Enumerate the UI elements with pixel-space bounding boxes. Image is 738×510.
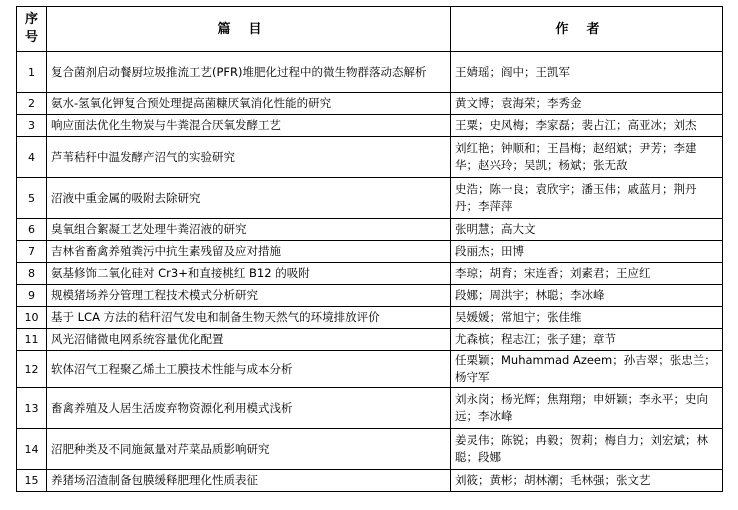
row-seq: 13 [17, 388, 47, 429]
row-author: 刘永岗；杨光辉；焦翔翔；申妍颖；李永平；史向远；李冰峰 [451, 388, 723, 429]
table-row [17, 115, 723, 137]
table-header-row [17, 7, 723, 52]
row-author: 黄文博；袁海荣；李秀金 [451, 93, 723, 115]
table-row [17, 93, 723, 115]
row-seq: 2 [17, 93, 47, 115]
row-title: 氨基修饰二氧化硅对 Cr3+和直接桃红 B12 的吸附 [47, 263, 451, 285]
row-author: 段娜；周洪宇；林聪；李冰峰 [451, 285, 723, 307]
row-seq: 3 [17, 115, 47, 137]
row-seq: 7 [17, 241, 47, 263]
row-seq: 12 [17, 351, 47, 388]
row-author: 王粟；史风梅；李家磊；裴占江；高亚冰；刘杰 [451, 115, 723, 137]
row-title: 吉林省畜禽养殖粪污中抗生素残留及应对措施 [47, 241, 451, 263]
table-row [17, 285, 723, 307]
header-author: 作者 [451, 7, 723, 52]
table-row [17, 329, 723, 351]
row-author: 姜灵伟；陈锐；冉毅；贺莉；梅自力；刘宏斌；林聪；段娜 [451, 429, 723, 470]
row-seq: 14 [17, 429, 47, 470]
header-seq-line2: 号 [24, 30, 38, 45]
row-title: 畜禽养殖及人居生活废弃物资源化利用模式浅析 [47, 388, 451, 429]
catalog-table [16, 6, 723, 492]
table-row [17, 388, 723, 429]
row-author: 尤森槟；程志江；张子建；章节 [451, 329, 723, 351]
row-title: 基于 LCA 方法的秸秆沼气发电和制备生物天然气的环境排放评价 [47, 307, 451, 329]
row-title: 芦苇秸秆中温发酵产沼气的实验研究 [47, 137, 451, 178]
row-author: 吴媛媛；常旭宁；张佳维 [451, 307, 723, 329]
header-seq-line1: 序 [24, 12, 38, 27]
row-seq: 9 [17, 285, 47, 307]
table-row [17, 178, 723, 219]
row-author: 刘红艳；钟顺和；王昌梅；赵绍斌；尹芳；李建华；赵兴玲；吴凯；杨斌；张无敌 [451, 137, 723, 178]
row-title: 风光沼储微电网系统容量优化配置 [47, 329, 451, 351]
row-author: 史浩；陈一良；袁欣宇；潘玉伟；戚蓝月；荆丹丹；李萍萍 [451, 178, 723, 219]
row-seq: 1 [17, 52, 47, 93]
row-seq: 15 [17, 470, 47, 492]
row-title: 沼肥种类及不同施氮量对芹菜品质影响研究 [47, 429, 451, 470]
header-title: 篇目 [47, 7, 451, 52]
table-row [17, 241, 723, 263]
row-seq: 5 [17, 178, 47, 219]
row-author: 王婧瑶；阎中；王凯军 [451, 52, 723, 93]
row-title: 氨水-氢氧化钾复合预处理提高菌糠厌氧消化性能的研究 [47, 93, 451, 115]
table-row [17, 307, 723, 329]
row-title: 臭氧组合絮凝工艺处理牛粪沼液的研究 [47, 219, 451, 241]
row-seq: 4 [17, 137, 47, 178]
row-seq: 10 [17, 307, 47, 329]
table-row [17, 470, 723, 492]
table-row [17, 137, 723, 178]
row-title: 沼液中重金属的吸附去除研究 [47, 178, 451, 219]
row-title: 响应面法优化生物炭与牛粪混合厌氧发酵工艺 [47, 115, 451, 137]
header-seq [17, 7, 47, 52]
table-row [17, 263, 723, 285]
row-title: 复合菌剂启动餐厨垃圾推流工艺(PFR)堆肥化过程中的微生物群落动态解析 [47, 52, 451, 93]
row-seq: 8 [17, 263, 47, 285]
table-row [17, 429, 723, 470]
row-seq: 6 [17, 219, 47, 241]
table-row [17, 351, 723, 388]
catalog-table-container [16, 6, 722, 492]
row-author: 李琼；胡育；宋连香；刘素君；王应红 [451, 263, 723, 285]
row-author: 张明慧；高大文 [451, 219, 723, 241]
row-seq: 11 [17, 329, 47, 351]
row-author: 任栗颖；Muhammad Azeem；孙吉翠；张忠兰；杨守军 [451, 351, 723, 388]
row-title: 养猪场沼渣制备包膜缓释肥理化性质表征 [47, 470, 451, 492]
table-row [17, 219, 723, 241]
row-author: 刘筱；黄彬；胡林潮；毛林强；张文艺 [451, 470, 723, 492]
table-row [17, 52, 723, 93]
row-title: 规模猪场养分管理工程技术模式分析研究 [47, 285, 451, 307]
row-author: 段丽杰；田博 [451, 241, 723, 263]
row-title: 软体沼气工程聚乙烯土工膜技术性能与成本分析 [47, 351, 451, 388]
